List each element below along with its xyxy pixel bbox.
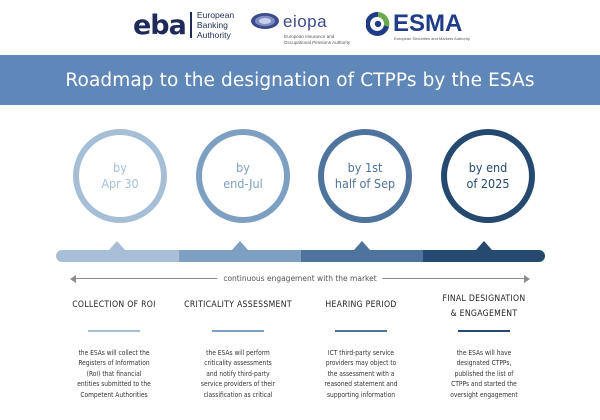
esma-fullname: European Securities and Markets Authority [394, 36, 470, 41]
stage-column-2 [176, 298, 300, 400]
logo-row [0, 0, 600, 52]
timeline-notch-4 [476, 241, 492, 250]
engagement-text: continuous engagement with the market [217, 274, 382, 284]
esma-logo [366, 10, 470, 41]
engagement-arrow [70, 274, 530, 284]
milestone-circle-1 [73, 129, 167, 223]
timeline-notch-2 [232, 241, 248, 250]
stage-column-1 [52, 298, 176, 400]
stage-3-desc-line: supporting information [326, 390, 396, 399]
milestone-4-line2: of 2025 [466, 176, 510, 191]
stage-heading-2 [176, 298, 300, 330]
stage-column-4 [422, 292, 546, 400]
stage-4-desc-line: oversight engagement [450, 390, 518, 399]
stage-2-desc-line: and notify third-party [206, 369, 270, 378]
stage-2-heading-line1: CRITICALITY ASSESSMENT [184, 300, 292, 310]
stage-1-desc-line: Competent Authorities [80, 390, 148, 399]
eiopa-emblem-icon [250, 12, 280, 30]
timeline-bar [56, 250, 545, 262]
stage-3-desc-line: ICT third-party service [327, 349, 395, 357]
timeline-notch-1 [109, 241, 125, 250]
stage-4-desc-line: the ESAs will have [456, 349, 512, 357]
eba-divider [190, 12, 192, 38]
stage-4-desc-line: designated CTPPs, [456, 359, 512, 368]
timeline-segment-4 [423, 250, 545, 262]
milestone-circle-3 [318, 129, 412, 223]
eba-name-line3: Authority [196, 30, 231, 40]
stage-heading-1 [52, 298, 176, 330]
stage-2-desc-line: the ESAs will perform [206, 349, 270, 357]
stage-3-desc-line: the assessment with a [327, 369, 395, 378]
stage-rule-2 [212, 330, 264, 332]
milestone-3-line2: half of Sep [334, 176, 396, 191]
stage-rule-4 [458, 330, 510, 332]
timeline-notch-3 [354, 241, 370, 250]
eba-name [197, 10, 234, 40]
milestone-2-line1: by [236, 160, 250, 175]
eba-wordmark: eba [133, 9, 186, 41]
timeline-segment-2 [179, 250, 301, 262]
esma-wordmark: ESMA [393, 10, 463, 37]
stage-1-heading-line1: COLLECTION OF ROI [72, 300, 156, 310]
eba-name-line1: European [196, 10, 235, 20]
arrow-right-icon [524, 275, 530, 283]
milestone-circle-4 [441, 129, 535, 223]
eba-logo [133, 10, 234, 40]
stage-4-heading-line2: & ENGAGEMENT [450, 309, 518, 319]
stage-description-2 [176, 348, 300, 400]
arrow-left-icon [70, 275, 76, 283]
stage-4-desc-line: published the list of [454, 369, 514, 378]
milestone-3-line1: by 1st [347, 160, 383, 175]
stage-4-desc-line: CTPPs and started the [451, 380, 517, 389]
stage-2-desc-line: classification as critical [203, 390, 273, 399]
milestone-2-line2: end-Jul [223, 176, 263, 191]
stage-2-desc-line: criticality assessments [204, 359, 272, 368]
eiopa-fullname-line1: European Insurance and [284, 34, 335, 39]
stage-3-heading-line1: HEARING PERIOD [325, 300, 397, 310]
stage-1-desc-line: (RoI) that financial [86, 369, 142, 378]
title-band [0, 55, 600, 105]
stage-description-4 [422, 348, 546, 400]
timeline-segment-3 [301, 250, 423, 262]
eba-name-line2: Banking [196, 20, 228, 30]
eiopa-wordmark: eiopa [283, 11, 328, 31]
stage-heading-3 [299, 298, 423, 330]
stage-1-desc-line: Registers of Information [78, 359, 150, 368]
stage-description-3 [299, 348, 423, 400]
milestone-circle-2 [196, 129, 290, 223]
milestone-1-line2: Apr 30 [101, 176, 139, 191]
page-title: Roadmap to the designation of CTPPs by the ESAs [65, 69, 535, 91]
stage-2-desc-line: service providers of their [200, 380, 276, 389]
stage-1-desc-line: entities submitted to the [77, 380, 151, 389]
timeline-segment-1 [56, 250, 179, 262]
milestone-1-line1: by [113, 160, 127, 175]
stage-column-3 [299, 298, 423, 400]
milestone-label-2 [223, 160, 263, 192]
stage-4-heading-line1: FINAL DESIGNATION [442, 294, 526, 304]
milestone-label-4 [466, 160, 509, 192]
milestone-4-line1: by end [468, 160, 508, 175]
stage-rule-3 [335, 330, 387, 332]
stage-heading-4 [422, 292, 546, 330]
milestone-label-3 [335, 160, 395, 192]
eiopa-fullname-line2: Occupational Pensions Authority [284, 39, 351, 45]
stage-3-desc-line: reasoned statement and [324, 380, 398, 389]
milestone-label-1 [101, 160, 138, 192]
stage-rule-1 [88, 330, 140, 332]
eiopa-logo [250, 11, 351, 45]
stage-1-desc-line: the ESAs will collect the [78, 349, 150, 357]
stage-3-desc-line: providers may object to [325, 359, 397, 368]
esma-emblem-icon [366, 11, 390, 37]
stage-description-1 [52, 348, 176, 400]
